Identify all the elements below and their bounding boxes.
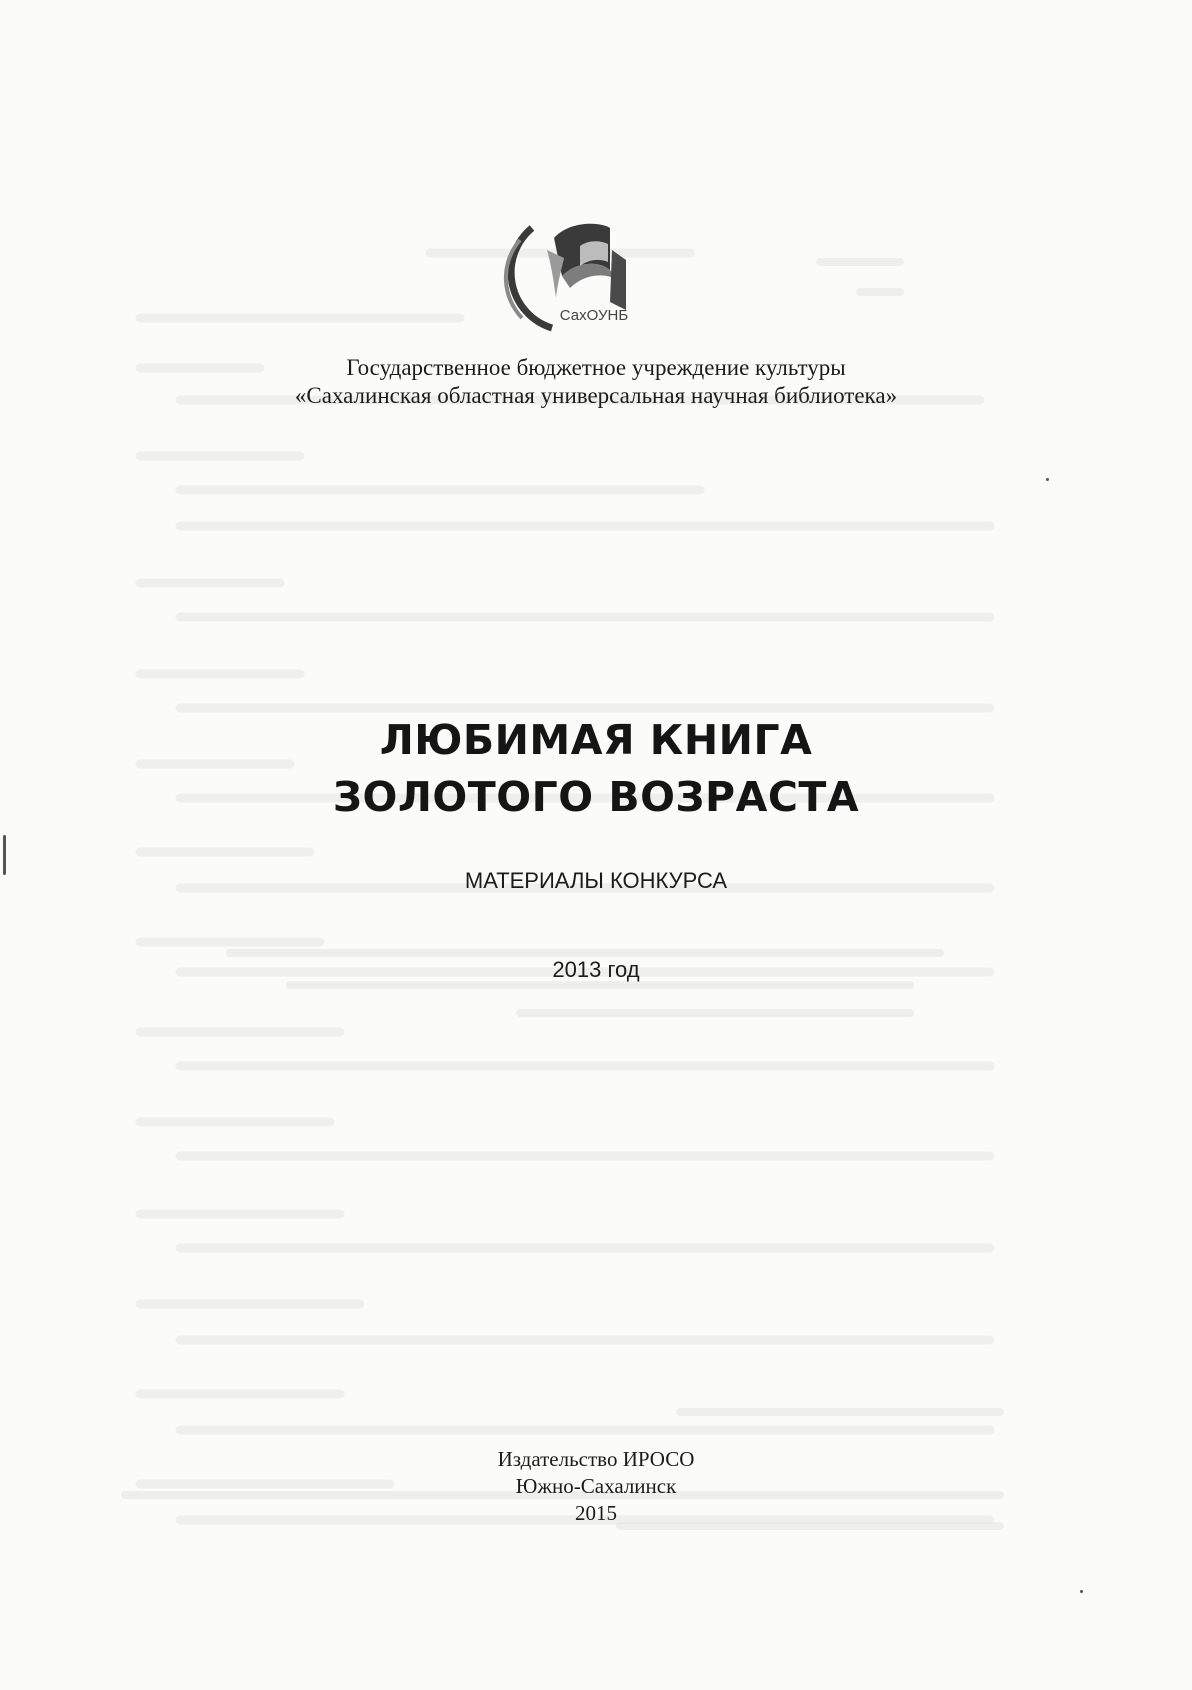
logo-text: СахОУНБ xyxy=(559,307,629,324)
contest-year: 2013 год xyxy=(552,957,640,982)
institution-name xyxy=(0,354,1192,410)
publisher-imprint xyxy=(0,1446,1192,1527)
book-title-line-2: ЗОЛОТОГО ВОЗРАСТА xyxy=(332,773,860,821)
publication-year: 2015 xyxy=(575,1501,617,1525)
library-logo-icon xyxy=(492,210,642,340)
institution-line-2: «Сахалинская областная универсальная научная библиотека» xyxy=(294,383,898,408)
publication-city: Южно-Сахалинск xyxy=(515,1474,677,1498)
book-subtitle: МАТЕРИАЛЫ КОНКУРСА xyxy=(464,868,728,893)
scan-speck xyxy=(1080,1590,1083,1593)
scan-speck xyxy=(1046,478,1049,481)
book-title xyxy=(0,712,1192,826)
publisher-name: Издательство ИРОСО xyxy=(497,1447,695,1471)
book-title-line-1: ЛЮБИМАЯ КНИГА xyxy=(379,716,813,764)
scan-speck xyxy=(3,835,6,875)
institution-line-1: Государственное бюджетное учреждение культуры xyxy=(346,355,846,380)
